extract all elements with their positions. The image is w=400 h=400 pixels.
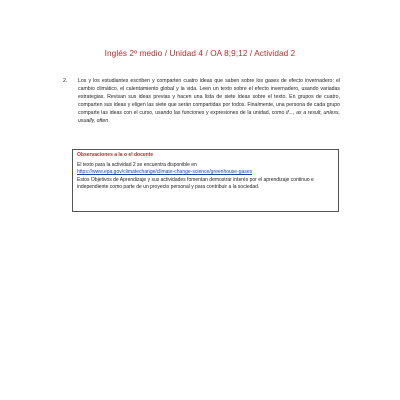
notes-link[interactable]: https://www.epa.gov/climatechange/climate-change-science/greenhouse-gases (77, 169, 253, 176)
page-title: Inglés 2º medio / Unidad 4 / OA 8;9;12 / Actividad 2 (104, 49, 296, 58)
activity-item (63, 77, 340, 126)
activity-text-expressions: if..., as a result, unless, usually, often (78, 110, 340, 125)
activity-text-main: Los y los estudiantes escriben y comparten cuatro ideas que saben sobre los gases de efecto invernadero: el cambio climático, el calentamiento global y la vida. Leen un texto sobre el efecto invernadero, usando variadas estrategias. Revisan sus ideas previas y hacen una lista de siete ideas sobre el texto. En grupos de cuatro, comparten sus ideas y eligen las siete que serán compartidas por todos. Finalmente, una persona de cada grupo comparte las ideas con el curso, usando las funciones y expresiones de la unidad, como (78, 78, 340, 117)
teacher-notes-box (72, 149, 339, 212)
notes-line-2: Estos Objetivos de Aprendizaje y sus actividades fomentan demostrar interés por el aprendizaje continuo e independiente como parte de un proyecto personal y para contribuir a la sociedad. (77, 176, 314, 191)
notes-line-1: El texto para la actividad 2 se encuentra disponible en (77, 161, 197, 168)
notes-title: Observaciones a la o el docente (77, 152, 154, 158)
activity-number: 2. (63, 78, 68, 84)
activity-text (78, 77, 340, 126)
activity-text-end: . (108, 118, 110, 125)
